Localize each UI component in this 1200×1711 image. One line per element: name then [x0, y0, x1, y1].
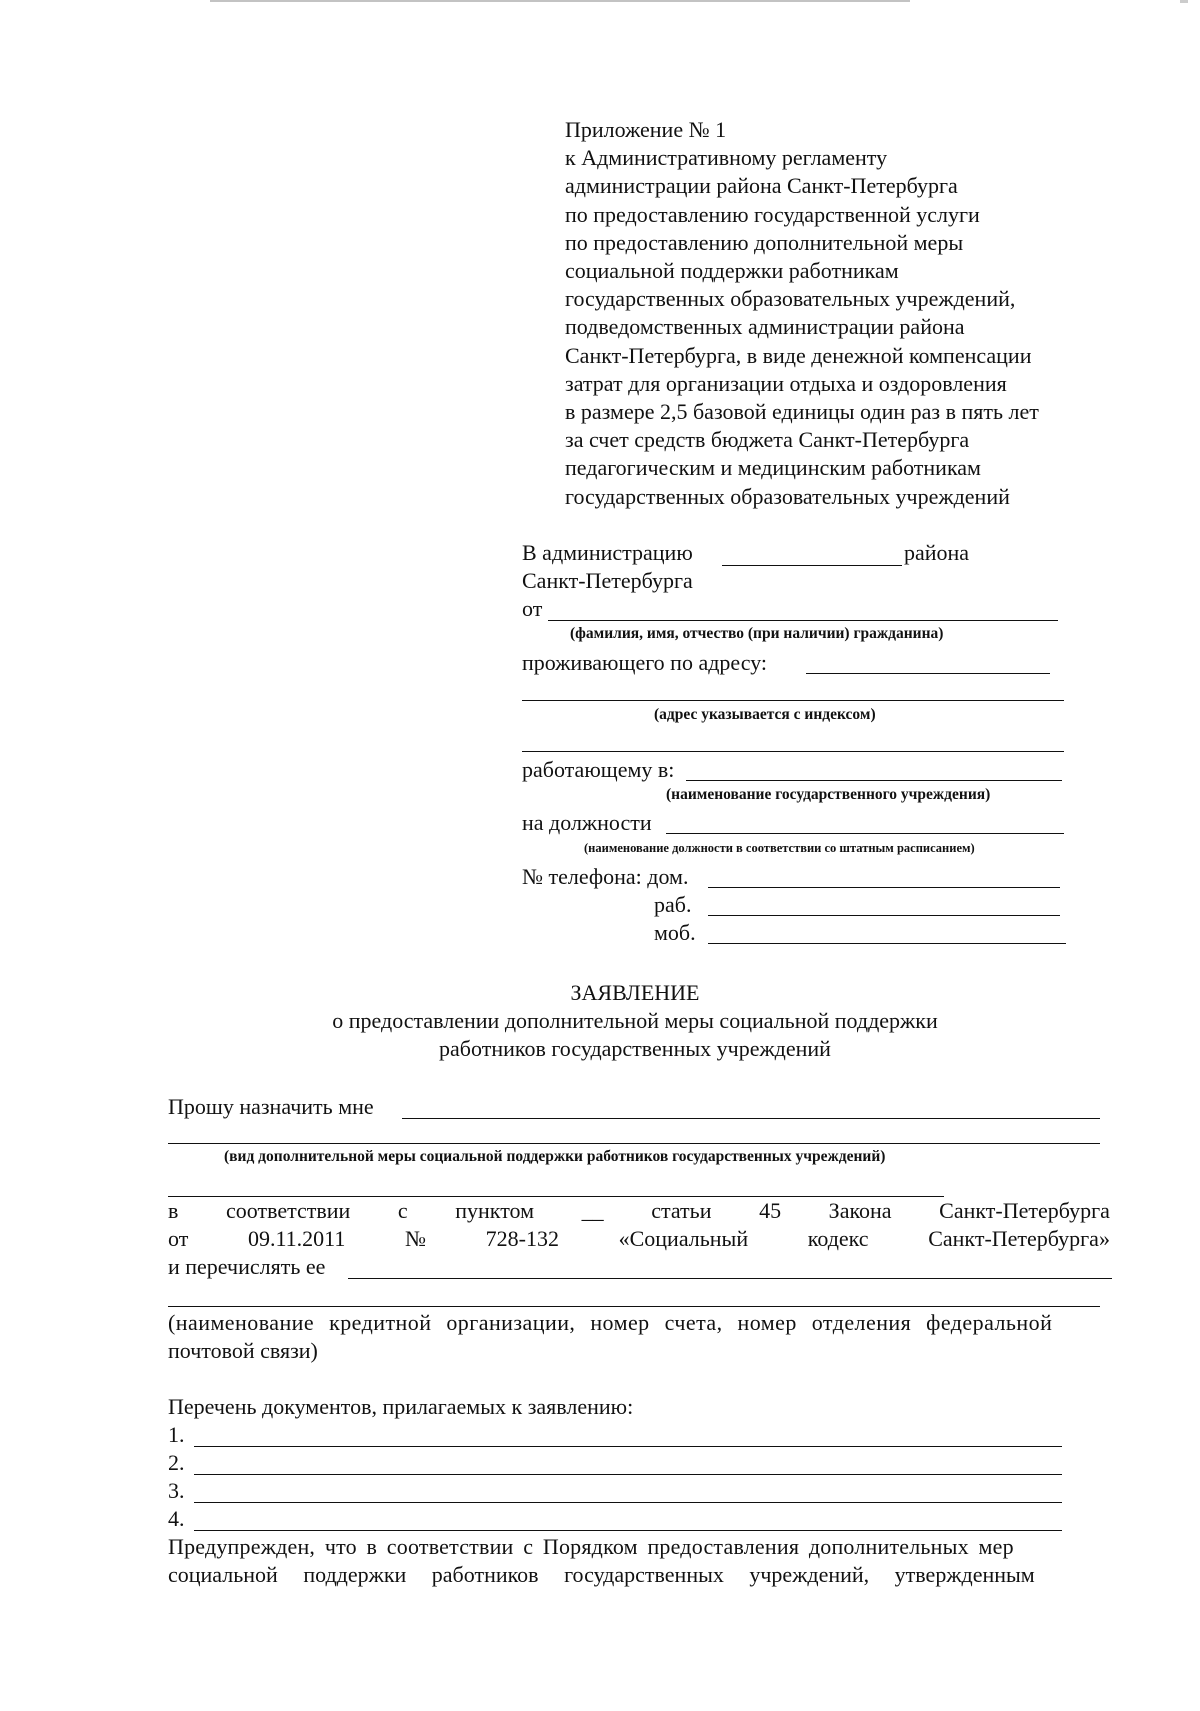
appendix-line: за счет средств бюджета Санкт-Петербурга: [565, 427, 970, 453]
phone-mobile-field[interactable]: [708, 943, 1066, 944]
applicant-name-caption: (фамилия, имя, отчество (при наличии) гражданина): [570, 625, 944, 642]
appendix-line: по предоставлению государственной услуги: [565, 201, 980, 227]
address-field[interactable]: [806, 673, 1050, 674]
appendix-line: в размере 2,5 базовой единицы один раз в пять лет: [565, 399, 1039, 425]
law-word: __: [581, 1198, 604, 1223]
address-field-line3[interactable]: [522, 751, 1064, 752]
warning-line1: Предупрежден, что в соответствии с Порядком предоставления дополнительных мер: [168, 1534, 1014, 1559]
district-field[interactable]: [722, 565, 902, 566]
applicant-name-field[interactable]: [548, 620, 1058, 621]
bank-field[interactable]: [348, 1278, 1112, 1279]
law-word: Санкт-Петербурга»: [928, 1226, 1110, 1251]
position-label: на должности: [522, 810, 652, 835]
phone-home-label: № телефона: дом.: [522, 864, 689, 889]
law-word: от: [168, 1226, 189, 1251]
document-number: 1.: [168, 1422, 185, 1447]
law-word: Закона: [828, 1198, 892, 1223]
appendix-line: по предоставлению дополнительной меры: [565, 229, 964, 255]
phone-mobile-label: моб.: [654, 920, 696, 945]
measure-caption: (вид дополнительной меры социальной поддержки работников государственных учреждений): [224, 1148, 886, 1165]
document-subtitle: о предоставлении дополнительной меры социальной поддержки: [332, 1008, 938, 1033]
phone-home-field[interactable]: [708, 887, 1060, 888]
law-reference-line2: [168, 1226, 1110, 1252]
address-field-line2[interactable]: [522, 700, 1064, 701]
appendix-line: педагогическим и медицинским работникам: [565, 455, 981, 481]
workplace-caption: (наименование государственного учреждения): [666, 786, 991, 803]
workplace-field[interactable]: [686, 780, 1062, 781]
law-word: соответствии: [225, 1198, 351, 1223]
law-word: с: [397, 1198, 408, 1223]
bank-caption-line1: [168, 1310, 1110, 1336]
from-label: от: [522, 596, 543, 621]
law-word: 45: [759, 1198, 782, 1223]
law-word: в: [168, 1198, 179, 1223]
residing-label: проживающего по адресу:: [522, 650, 768, 675]
measure-field-line3[interactable]: [168, 1196, 944, 1197]
warning-line2: социальной поддержки работников государственных учреждений, утвержденным: [168, 1562, 1035, 1587]
document-field[interactable]: [194, 1474, 1062, 1475]
request-label: Прошу назначить мне: [168, 1094, 374, 1119]
bank-caption-line2: почтовой связи): [168, 1338, 318, 1363]
law-word: №: [404, 1226, 426, 1251]
document-field[interactable]: [194, 1502, 1062, 1503]
appendix-line: затрат для организации отдыха и оздоровления: [565, 370, 1007, 396]
appendix-line: социальной поддержки работникам: [565, 258, 899, 284]
measure-field-line2[interactable]: [168, 1143, 1100, 1144]
document-number: 4.: [168, 1506, 185, 1531]
appendix-line: государственных образовательных учреждений,: [565, 286, 1016, 312]
law-word: кодекс: [807, 1226, 869, 1251]
appendix-header: [565, 116, 1125, 511]
law-word: «Социальный: [618, 1226, 749, 1251]
document-number: 2.: [168, 1450, 185, 1475]
to-admin-label: В администрацию: [522, 540, 693, 565]
document-field[interactable]: [194, 1446, 1062, 1447]
law-word: 728-132: [485, 1226, 559, 1251]
appendix-line: подведомственных администрации района: [565, 314, 965, 340]
measure-field[interactable]: [402, 1118, 1100, 1119]
documents-title: Перечень документов, прилагаемых к заявлению:: [168, 1394, 634, 1419]
phone-work-field[interactable]: [708, 915, 1060, 916]
phone-work-label: раб.: [654, 892, 692, 917]
document-field[interactable]: [194, 1530, 1062, 1531]
document-subtitle: работников государственных учреждений: [439, 1036, 831, 1061]
scan-artifact: [210, 0, 910, 2]
appendix-line: администрации района Санкт-Петербурга: [565, 173, 958, 199]
law-word: 09.11.2011: [247, 1226, 346, 1251]
position-field[interactable]: [666, 833, 1064, 834]
document-number: 3.: [168, 1478, 185, 1503]
working-label: работающему в:: [522, 757, 675, 782]
bank-caption: (наименование кредитной организации, номер счета, номер отделения федеральной: [168, 1310, 1053, 1335]
law-word: Санкт-Петербурга: [939, 1198, 1110, 1223]
city-label: Санкт-Петербурга: [522, 568, 693, 593]
appendix-line: Приложение № 1: [565, 117, 727, 142]
law-word: статьи: [651, 1198, 712, 1223]
law-reference-line1: [168, 1198, 1110, 1224]
law-word: пунктом: [455, 1198, 535, 1223]
appendix-line: Санкт-Петербурга, в виде денежной компенсации: [565, 342, 1032, 368]
scan-artifact: [1180, 0, 1188, 3]
position-caption: (наименование должности в соответствии со штатным расписанием): [584, 841, 975, 855]
bank-field-line2[interactable]: [168, 1306, 1100, 1307]
document-title: ЗАЯВЛЕНИЕ: [570, 980, 700, 1005]
transfer-label: и перечислять ее: [168, 1254, 326, 1279]
appendix-line: государственных образовательных учреждений: [565, 483, 1010, 509]
district-label: района: [904, 540, 970, 565]
address-caption: (адрес указывается с индексом): [654, 706, 876, 723]
appendix-line: к Административному регламенту: [565, 145, 888, 171]
